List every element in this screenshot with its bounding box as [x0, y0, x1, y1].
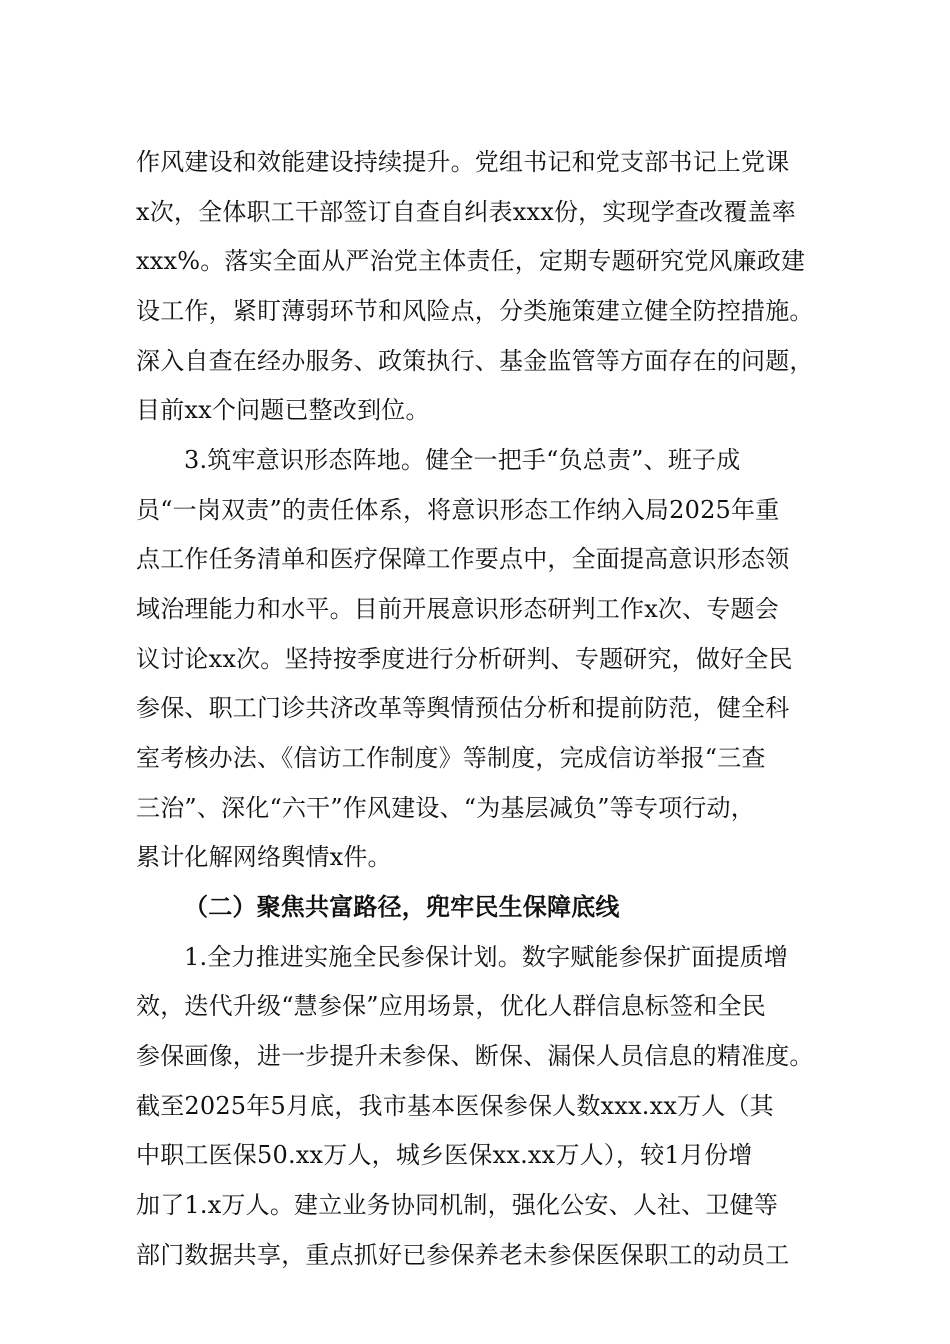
- paragraph-line: 三治”、深化“六干”作风建设、“为基层减负”等专项行动，: [136, 794, 755, 822]
- paragraph-line: 效，迭代升级“慧参保”应用场景，优化人群信息标签和全民: [136, 992, 766, 1020]
- paragraph-line: 点工作任务清单和医疗保障工作要点中，全面提高意识形态领: [136, 545, 790, 573]
- paragraph-line: 作风建设和效能建设持续提升。党组书记和党支部书记上党课: [136, 148, 790, 176]
- paragraph-line: 累计化解网络舆情x件。: [136, 843, 392, 871]
- paragraph-line: 截至2025年5月底，我市基本医保参保人数xxx.xx万人（其: [136, 1092, 774, 1120]
- paragraph-line: 目前xx个问题已整改到位。: [136, 396, 430, 424]
- paragraph-line: 参保画像，进一步提升未参保、断保、漏保人员信息的精准度。: [136, 1042, 814, 1070]
- paragraph-line: 域治理能力和水平。目前开展意识形态研判工作x次、专题会: [136, 595, 779, 623]
- paragraph-line: 深入自查在经办服务、政策执行、基金监管等方面存在的问题，: [136, 347, 814, 375]
- paragraph-line: 议讨论xx次。坚持按季度进行分析研判、专题研究，做好全民: [136, 645, 793, 673]
- paragraph-line: x次，全体职工干部签订自查自纠表xxx份，实现学查改覆盖率: [136, 198, 796, 226]
- paragraph-line: 加了1.x万人。建立业务协同机制，强化公安、人社、卫健等: [136, 1191, 779, 1219]
- numbered-paragraph-line: 3.筑牢意识形态阵地。健全一把手“负总责”、班子成: [184, 446, 741, 474]
- paragraph-line: 室考核办法、《信访工作制度》等制度，完成信访举报“三查: [136, 744, 766, 772]
- paragraph-line: 部门数据共享，重点抓好已参保养老未参保医保职工的动员工: [136, 1241, 790, 1269]
- paragraph-line: xxx%。落实全面从严治党主体责任，定期专题研究党风廉政建: [136, 247, 806, 275]
- paragraph-line: 员“一岗双责”的责任体系，将意识形态工作纳入局2025年重: [136, 496, 780, 524]
- paragraph-line: 参保、职工门诊共济改革等舆情预估分析和提前防范，健全科: [136, 694, 790, 722]
- paragraph-line: 中职工医保50.xx万人，城乡医保xx.xx万人），较1月份增: [136, 1141, 753, 1169]
- paragraph-line: 设工作，紧盯薄弱环节和风险点，分类施策建立健全防控措施。: [136, 297, 814, 325]
- section-heading: （二）聚焦共富路径，兜牢民生保障底线: [184, 892, 620, 921]
- numbered-paragraph-line: 1.全力推进实施全民参保计划。数字赋能参保扩面提质增: [184, 943, 789, 971]
